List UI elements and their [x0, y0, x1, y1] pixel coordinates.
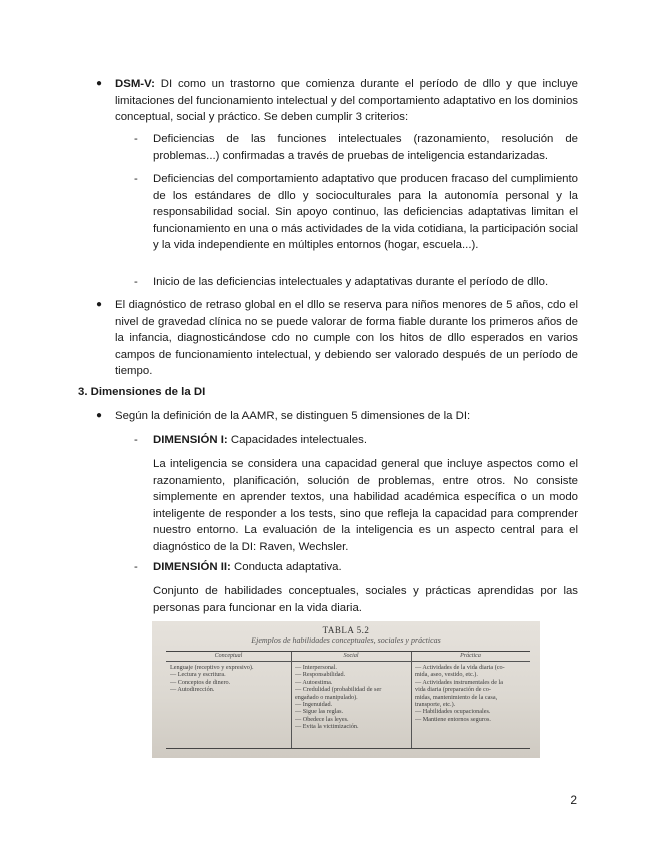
table-cell: — Evita la victimización. — [295, 723, 359, 731]
bullet-dot: ● — [96, 410, 103, 421]
table-column-social — [291, 652, 412, 748]
bullet-dot: ● — [96, 78, 103, 89]
criterion-2: Deficiencias del comportamiento adaptativo que producen fracaso del cumplimiento de los estándares de dllo y socioculturales para la autonomía personal y la responsabilidad social. Sin apoyo continuo, las deficiencias adaptativas limitan el funcionamiento en una o más actividades de la vida cotidiana, la participación social y la vida independiente en múltiples entornos (hogar, escuela...). — [153, 173, 578, 252]
column-header: Social — [343, 653, 359, 659]
table-column-conceptual — [166, 652, 292, 748]
section-intro: Según la definición de la AAMR, se distinguen 5 dimensiones de la DI: — [115, 410, 471, 422]
global-delay-paragraph: El diagnóstico de retraso global en el dllo se reserva para niños menores de 5 años, cdo el nivel de gravedad clínica no se puede valorar de forma fiable durante los primeros años de la infancia, diagnosticándose cdo no cumple con los hitos de dllo esperados en varios campos de funcionamiento intelectual, y debiendo ser valorado después de un período de tiempo. — [115, 299, 578, 378]
dash-marker: - — [134, 133, 138, 145]
table-cell: transporte, etc.). — [415, 701, 456, 709]
table-cell: — Autodirección. — [170, 686, 215, 694]
column-header: Conceptual — [214, 653, 243, 659]
table-cell: — Interpersonal. — [295, 664, 337, 671]
dsm-label: DSM-V: — [115, 78, 155, 90]
dimension-1-label: DIMENSIÓN I: — [153, 434, 228, 446]
dimension-1-body: La inteligencia se considera una capacidad general que incluye aspectos como el razonamiento, planificación, solución de problemas, entre otros. No consiste simplemente en aprender textos, una habilidad académica específica o un modo inteligente de responder a los tests, sino que refleja la capacidad para comprender nuestro entorno. La evaluación de la inteligencia es un aspecto central para el diagnóstico de la DI: Raven, Wechsler. — [153, 458, 578, 553]
table-cell: — Actividades de la vida diaria (co- — [415, 664, 505, 671]
page-number: 2 — [570, 793, 577, 807]
column-items — [415, 664, 527, 723]
table-cell: midas, mantenimiento de la casa, — [415, 693, 498, 701]
column-items — [170, 664, 288, 694]
table-cell: — Obedece las leyes. — [295, 715, 349, 723]
table-cell: — Lectura y escritura. — [170, 671, 226, 679]
table-cell: — Responsabilidad. — [295, 671, 346, 679]
table-cell: engañado o manipulado). — [295, 693, 358, 701]
dimension-2-label: DIMENSIÓN II: — [153, 561, 231, 573]
table-cell: — Mantiene entornos seguros. — [415, 715, 491, 723]
table-cell: mida, aseo, vestido, etc.). — [415, 671, 478, 679]
table-cell: vida diaria (preparación de co- — [415, 686, 491, 694]
table-subtitle: Ejemplos de habilidades conceptuales, sociales y prácticas — [251, 636, 441, 645]
table-cell: — Habilidades ocupacionales. — [415, 708, 491, 716]
dash-marker: - — [134, 434, 138, 446]
dimension-2-body: Conjunto de habilidades conceptuales, sociales y prácticas aprendidas por las personas para funcionar en la vida diaria. — [153, 585, 578, 614]
adaptive-skills-table-photo — [152, 621, 540, 758]
dash-marker: - — [134, 561, 138, 573]
table-column-practical — [411, 652, 530, 748]
dsm-intro: DI como un trastorno que comienza durante el período de dllo y que incluye limitaciones del funcionamiento intelectual y del comportamiento adaptativo en los dominios conceptual, social y práctico. Se deben cumplir 3 criterios: — [115, 78, 578, 124]
criterion-1: Deficiencias de las funciones intelectuales (razonamiento, resolución de problemas...) confirmadas a través de pruebas de inteligencia estandarizadas. — [153, 133, 578, 162]
section-heading: 3. Dimensiones de la DI — [78, 386, 206, 398]
dimension-2-title — [153, 559, 578, 576]
dimension-2-name: Conducta adaptativa. — [230, 561, 342, 573]
criterion-3: Inicio de las deficiencias intelectuales y adaptativas durante el período de dllo. — [153, 276, 549, 288]
dsm-paragraph — [115, 76, 578, 126]
table-cell: — Conceptos de dinero. — [170, 678, 231, 686]
bullet-dot: ● — [96, 299, 103, 310]
table-cell: — Ingenuidad. — [295, 701, 333, 709]
column-items — [295, 664, 408, 731]
table-cell: — Sigue las reglas. — [295, 708, 344, 716]
dash-marker: - — [134, 276, 138, 288]
dimension-1-name: Capacidades intelectuales. — [227, 434, 367, 446]
table-cell: — Credulidad (probabilidad de ser — [295, 686, 382, 694]
table-cell: — Actividades instrumentales de la — [415, 678, 503, 686]
dimension-1-title — [153, 432, 578, 449]
column-header: Práctica — [460, 653, 481, 659]
table-cell: Lenguaje (receptivo y expresivo). — [170, 664, 254, 671]
table-title: TABLA 5.2 — [322, 625, 370, 635]
table-cell: — Autoestima. — [295, 678, 333, 686]
table-grid — [166, 651, 530, 749]
dash-marker: - — [134, 173, 138, 185]
